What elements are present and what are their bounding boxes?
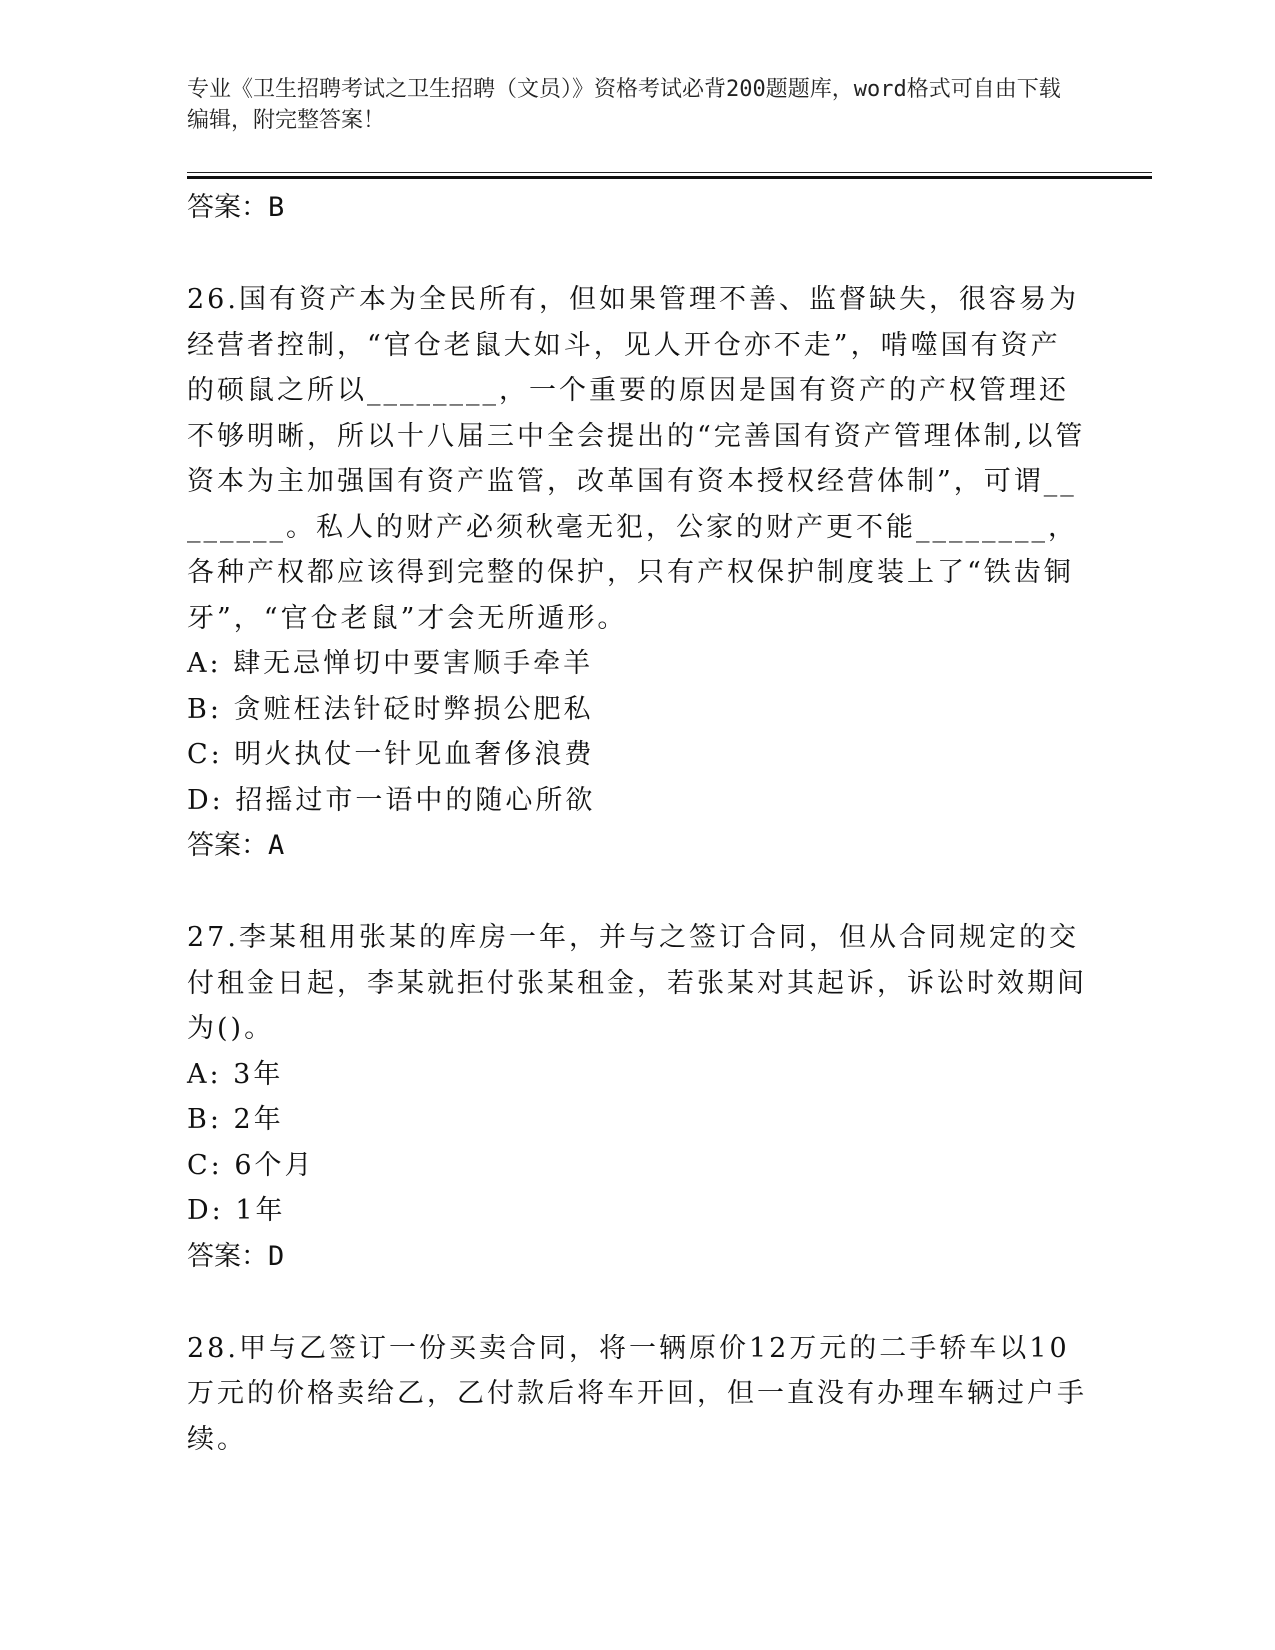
option-a: A: 肆无忌惮切中要害顺手牵羊 [187, 648, 594, 679]
document-body [187, 185, 1087, 1462]
answer-line: 答案：D [187, 1240, 285, 1272]
option-d: D: 1年 [187, 1195, 286, 1226]
option-d: D: 招摇过市一语中的随心所欲 [187, 784, 596, 816]
option-c: C: 明火执仗一针见血奢侈浪费 [187, 739, 595, 770]
option-b: B: 2年 [187, 1104, 284, 1135]
header-rule-thick [187, 176, 1152, 179]
document-header: 专业《卫生招聘考试之卫生招聘（文员）》资格考试必背200题题库，word格式可自由下载编辑，附完整答案！ [187, 77, 1061, 133]
question-27 [187, 915, 1087, 1280]
answer-line: 答案：B [187, 192, 285, 223]
question-text: 27.李某租用张某的库房一年，并与之签订合同，但从合同规定的交付租金日起，李某就拒付张某租金，若张某对其起诉，诉讼时效期间为()。 [187, 922, 1087, 1044]
answer-line: 答案：A [187, 830, 285, 861]
question-text: 26.国有资产本为全民所有，但如果管理不善、监督缺失，很容易为经营者控制，“官仓老鼠大如斗，见人开仓亦不走”，啃噬国有资产的硕鼠之所以________，一个重要的原因是国有资产的产权管理还不够明晰，所以十八届三中全会提出的“完善国有资产管理体制,以管资本为主加强国有资产监管，改革国有资本授权经营体制”，可谓________。私人的财产必须秋毫无犯，公家的财产更不能________，各种产权都应该得到完整的保护，只有产权保护制度装上了“铁齿铜牙”，“官仓老鼠”才会无所遁形。 [187, 284, 1086, 634]
option-c: C: 6个月 [187, 1149, 315, 1181]
question-text: 28.甲与乙签订一份买卖合同，将一辆原价12万元的二手轿车以10万元的价格卖给乙，乙付款后将车开回，但一直没有办理车辆过户手续。 [187, 1332, 1087, 1455]
option-b: B: 贪赃枉法针砭时弊损公肥私 [187, 693, 594, 725]
header-rule-thin [187, 172, 1152, 173]
option-a: A: 3年 [187, 1058, 284, 1090]
question-28 [187, 1326, 1087, 1463]
question-26 [187, 277, 1087, 869]
